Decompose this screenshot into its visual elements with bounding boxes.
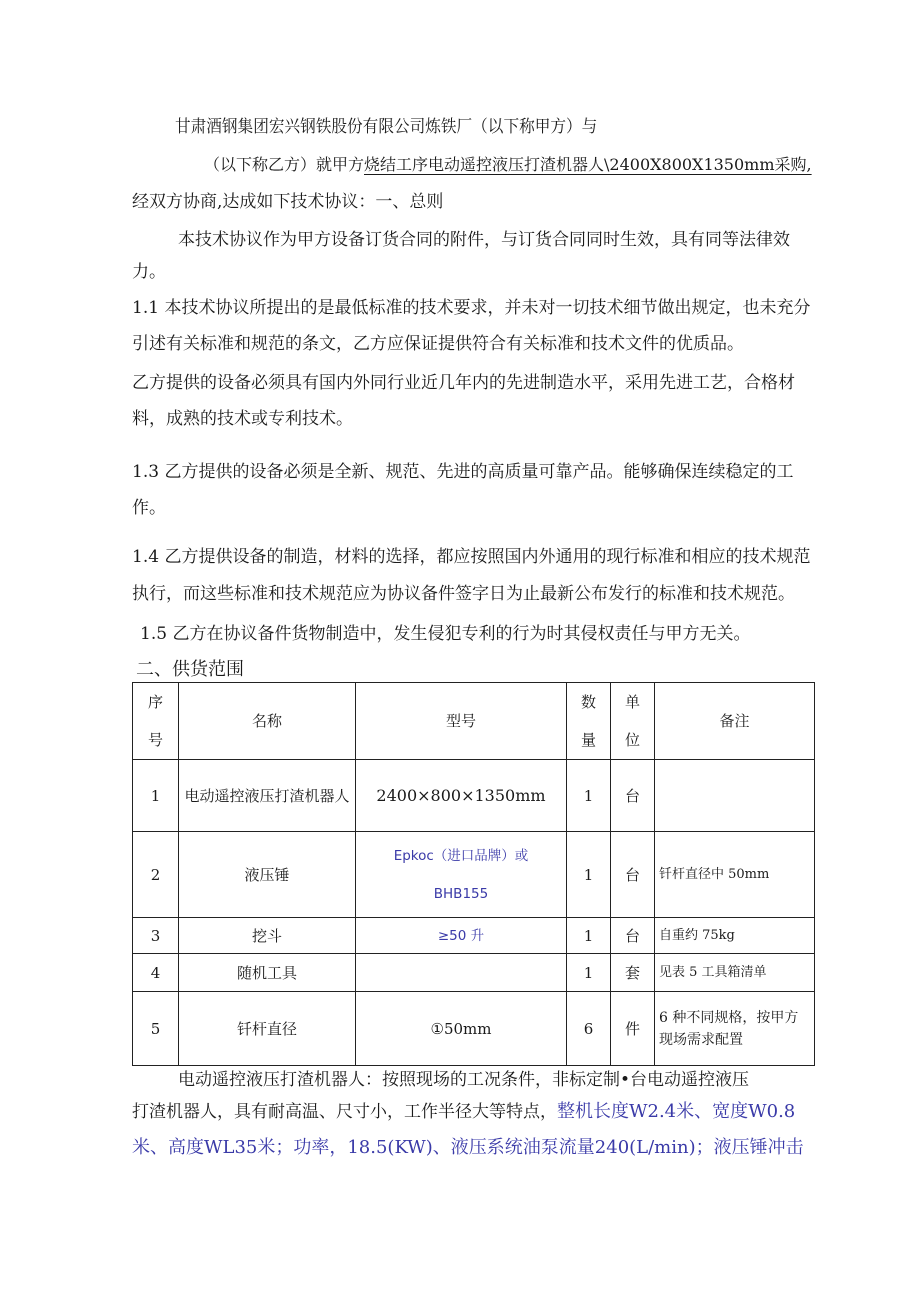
row-no: 1 — [133, 760, 179, 832]
row-remark: 钎杆直径中 50mm — [655, 832, 815, 918]
purchase-subject: 烧结工序电动遥控液压打渣机器人\2400X800X1350mm采购, — [364, 155, 812, 174]
header-model: 型号 — [356, 683, 567, 760]
header-unit: 单 位 — [611, 683, 655, 760]
row-no: 3 — [133, 918, 179, 954]
row-no: 2 — [133, 832, 179, 918]
row-unit: 套 — [611, 954, 655, 992]
row-no: 5 — [133, 992, 179, 1066]
table-header-row — [133, 683, 815, 760]
row-model: ①50mm — [356, 992, 567, 1066]
intro-line-3: 经双方协商,达成如下技术协议：一、总则 — [132, 192, 444, 212]
row-qty: 1 — [567, 760, 611, 832]
row-model: Epkoc（进口品牌）或 BHB155 — [356, 832, 567, 918]
clause-1-2-l1: 乙方提供的设备必须具有国内外同行业近几年内的先进制造水平，采用先进工艺，合格材 — [132, 373, 795, 393]
row-unit: 件 — [611, 992, 655, 1066]
clause-1-3-l2: 作。 — [132, 498, 166, 518]
description-l2-text: 打渣机器人，具有耐高温、尺寸小，工作半径大等特点， — [132, 1102, 557, 1122]
description-l2 — [132, 1100, 795, 1124]
header-remark: 备注 — [655, 683, 815, 760]
header-no: 序 号 — [133, 683, 179, 760]
row-no: 4 — [133, 954, 179, 992]
row-remark: 见表 5 工具箱清单 — [655, 954, 815, 992]
row-remark: 自重约 75kg — [655, 918, 815, 954]
description-l3: 米、高度WL35米；功率，18.5(KW)、液压系统油泵流量240(L/min)；液压锤冲击 — [132, 1137, 804, 1158]
row-qty: 1 — [567, 954, 611, 992]
row-model: 2400×800×1350mm — [356, 760, 567, 832]
row-name: 挖斗 — [179, 918, 356, 954]
row-unit: 台 — [611, 918, 655, 954]
description-l2-dimensions: 整机长度W2.4米、宽度W0.8 — [557, 1101, 796, 1122]
table-row — [133, 992, 815, 1066]
row-model — [356, 954, 567, 992]
clause-attachment-l2: 力。 — [132, 262, 166, 282]
clause-1-1-l2: 引述有关标准和规范的条文，乙方应保证提供符合有关标准和技术文件的优质品。 — [132, 334, 744, 354]
section-heading-supply: 二、供货范围 — [136, 659, 244, 680]
clause-1-1-l1: 1.1 本技术协议所提出的是最低标准的技术要求，并未对一切技术细节做出规定，也未充分 — [132, 298, 811, 318]
clause-1-2-l2: 料，成熟的技术或专利技术。 — [132, 409, 353, 429]
row-qty: 1 — [567, 918, 611, 954]
row-model: ≥50 升 — [356, 918, 567, 954]
row-name: 液压锤 — [179, 832, 356, 918]
clause-1-3-l1: 1.3 乙方提供的设备必须是全新、规范、先进的高质量可靠产品。能够确保连续稳定的工 — [132, 462, 794, 482]
clause-attachment-l1: 本技术协议作为甲方设备订货合同的附件，与订货合同同时生效，具有同等法律效 — [178, 230, 790, 250]
intro-line-2 — [204, 153, 812, 177]
row-name: 随机工具 — [179, 954, 356, 992]
table-row — [133, 760, 815, 832]
intro-line-2-prefix: （以下称乙方）就甲方 — [204, 155, 365, 174]
row-remark — [655, 760, 815, 832]
clause-1-4-l1: 1.4 乙方提供设备的制造，材料的选择，都应按照国内外通用的现行标准和相应的技术规范 — [132, 547, 811, 567]
row-name: 钎杆直径 — [179, 992, 356, 1066]
description-l1: 电动遥控液压打渣机器人：按照现场的工况条件，非标定制•台电动遥控液压 — [178, 1070, 750, 1090]
row-remark: 6 种不同规格，按甲方 现场需求配置 — [655, 992, 815, 1066]
header-qty: 数 量 — [567, 683, 611, 760]
intro-line-1: 甘肃酒钢集团宏兴钢铁股份有限公司炼铁厂（以下称甲方）与 — [175, 117, 598, 137]
table-row — [133, 918, 815, 954]
clause-1-4-l2: 执行，而这些标准和技术规范应为协议备件签字日为止最新公布发行的标准和技术规范。 — [132, 584, 795, 604]
supply-table — [132, 682, 815, 1066]
clause-1-5: 1.5 乙方在协议备件货物制造中，发生侵犯专利的行为时其侵权责任与甲方无关。 — [140, 624, 751, 644]
table-row — [133, 832, 815, 918]
row-qty: 6 — [567, 992, 611, 1066]
row-unit: 台 — [611, 760, 655, 832]
table-row — [133, 954, 815, 992]
row-name: 电动遥控液压打渣机器人 — [179, 760, 356, 832]
header-name: 名称 — [179, 683, 356, 760]
row-unit: 台 — [611, 832, 655, 918]
row-qty: 1 — [567, 832, 611, 918]
